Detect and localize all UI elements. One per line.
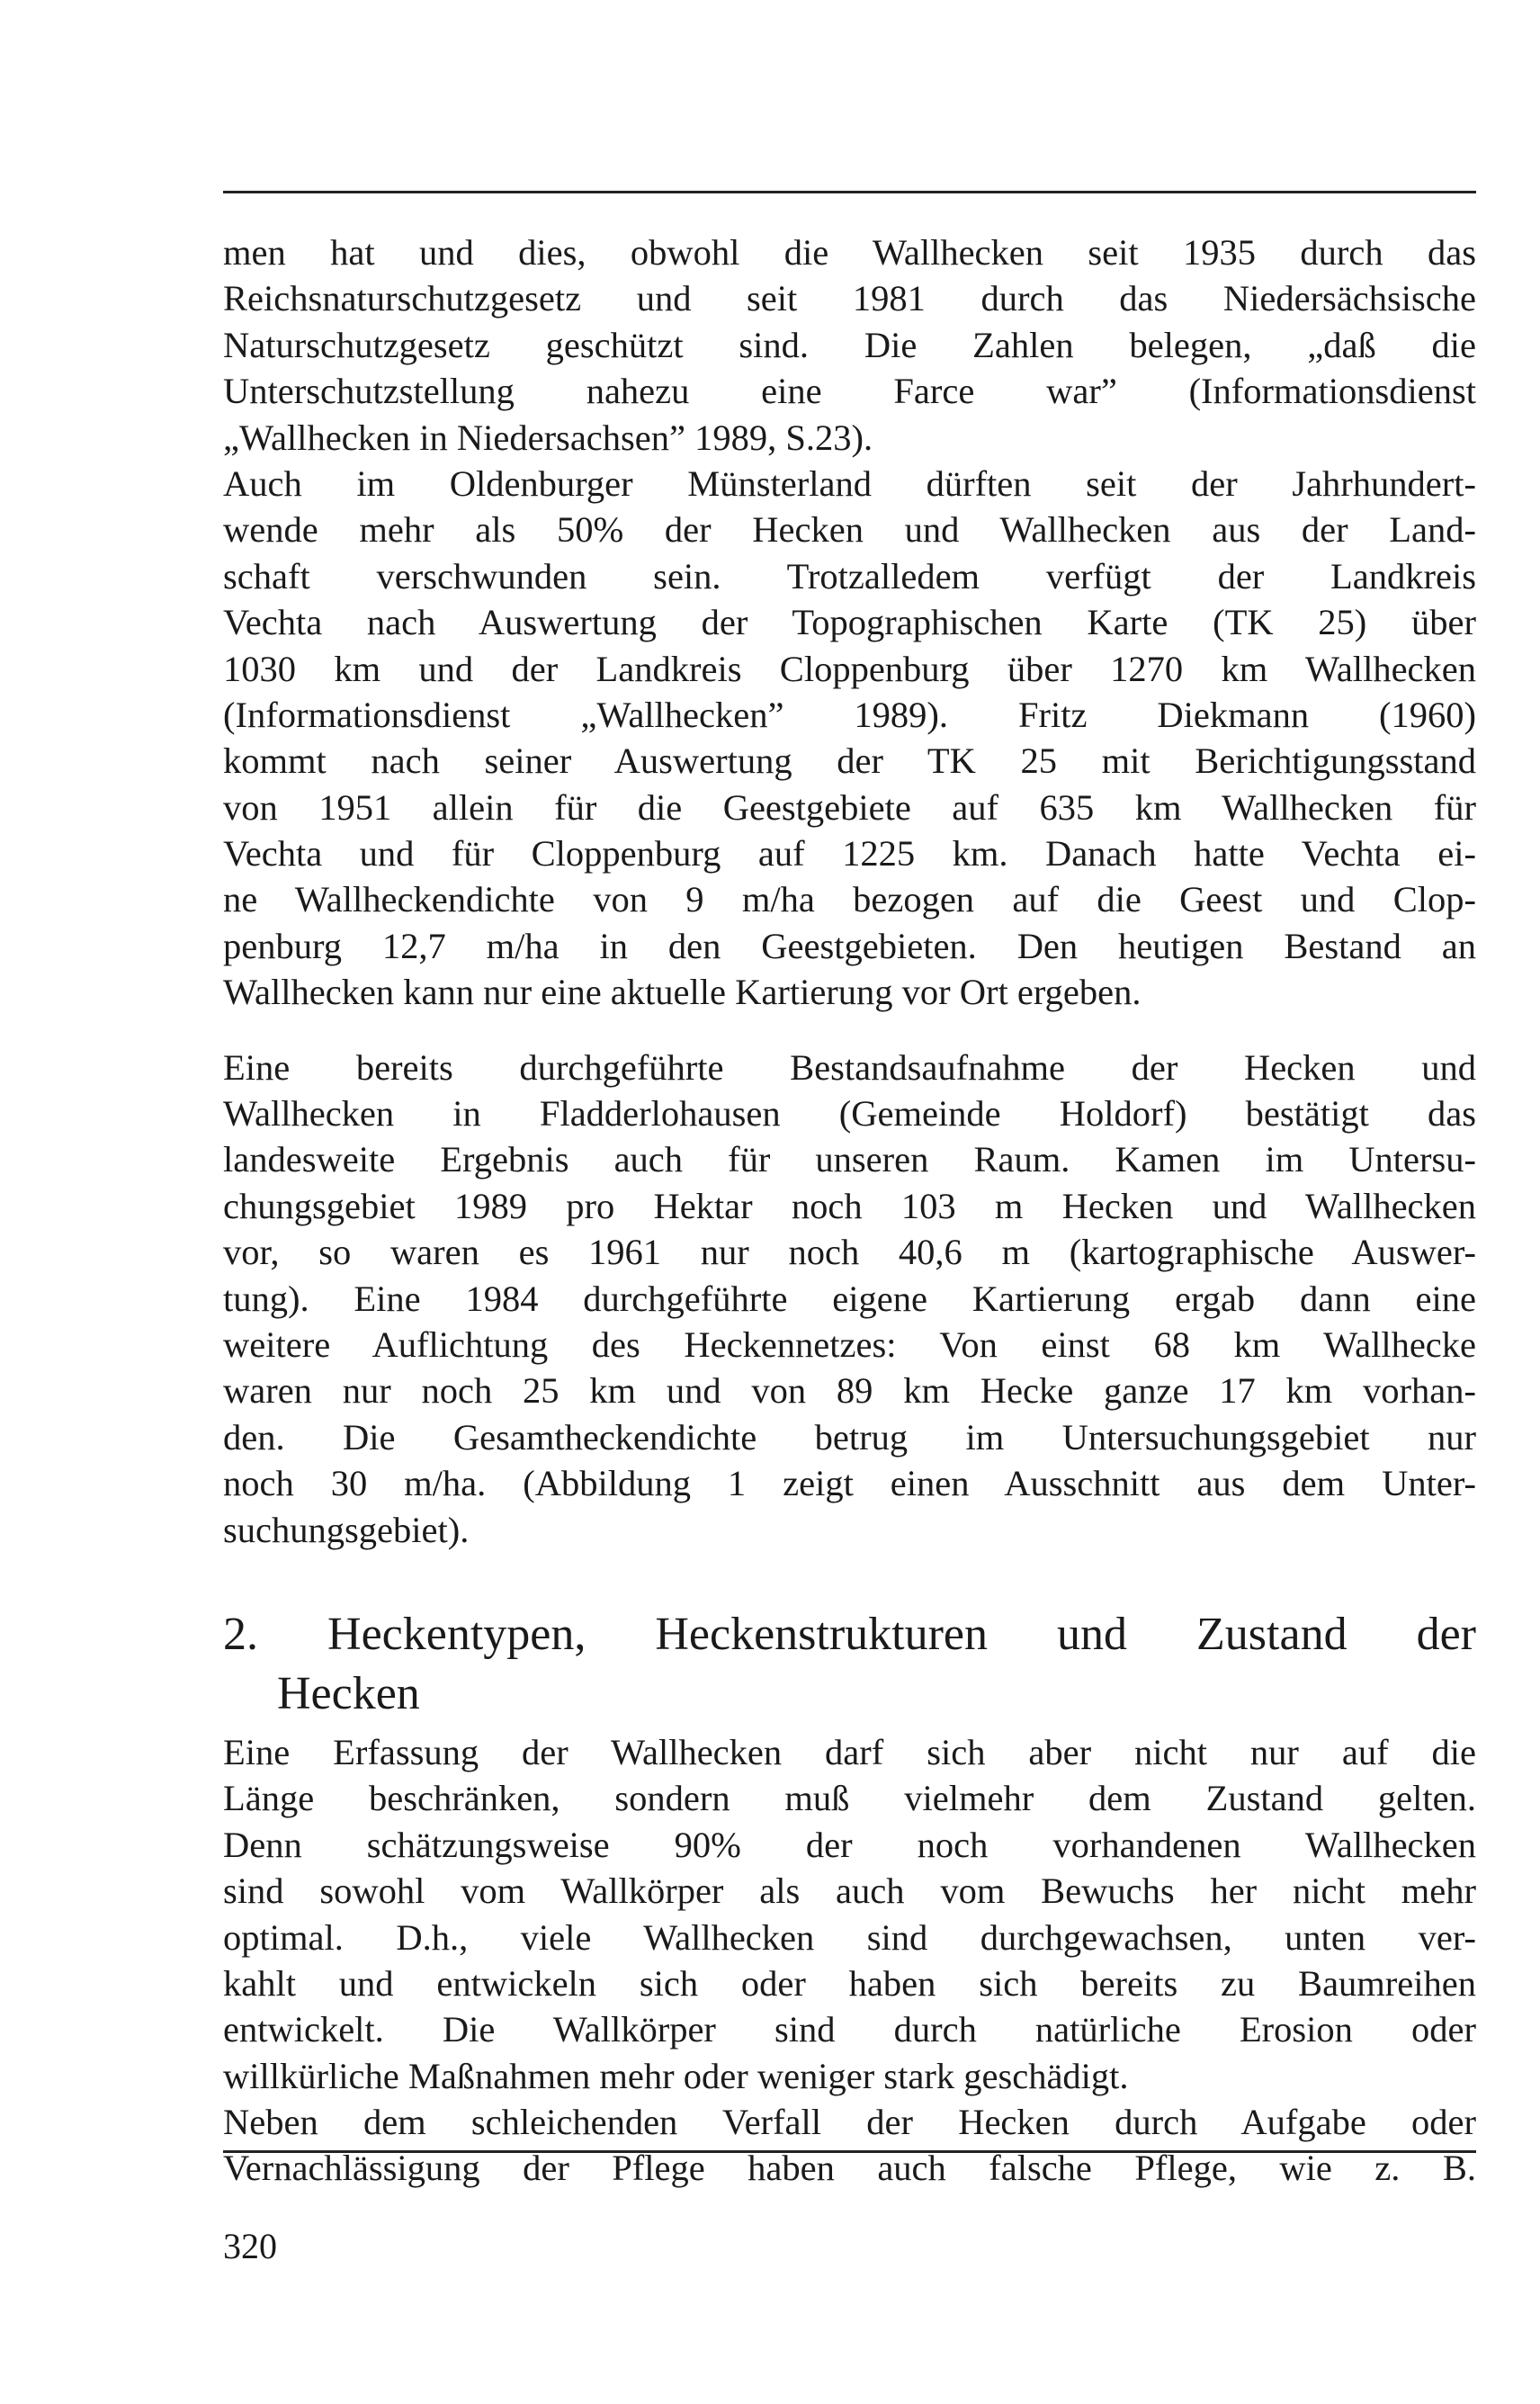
- text-line: tung). Eine 1984 durchgeführte eigene Kartierung ergab dann eine: [223, 1278, 1476, 1319]
- text-line: Vechta und für Cloppenburg auf 1225 km. Danach hatte Vechta ei-: [223, 833, 1476, 875]
- text-line: landesweite Ergebnis auch für unseren Raum. Kamen im Untersu-: [223, 1139, 1476, 1180]
- text-line: Auch im Oldenburger Münsterland dürften seit der Jahrhundert-: [223, 462, 1476, 504]
- paragraph-1: [223, 229, 1476, 461]
- text-line: Denn schätzungsweise 90% der noch vorhandenen Wallhecken: [223, 1824, 1476, 1865]
- footer-rule: [223, 2150, 1476, 2153]
- heading-line: 2. Heckentypen, Heckenstrukturen und Zustand der: [223, 1608, 1476, 1660]
- text-line: kommt nach seiner Auswertung der TK 25 mit Berichtigungsstand: [223, 740, 1476, 782]
- paragraph-3: [223, 1045, 1476, 1553]
- header-rule: [223, 191, 1476, 193]
- text-line: schaft verschwunden sein. Trotzalledem verfügt der Landkreis: [223, 555, 1476, 597]
- body-text: [223, 229, 1476, 2192]
- text-line: noch 30 m/ha. (Abbildung 1 zeigt einen Ausschnitt aus dem Unter-: [223, 1463, 1476, 1504]
- text-line: men hat und dies, obwohl die Wallhecken seit 1935 durch das: [223, 232, 1476, 273]
- paragraph-2: [223, 461, 1476, 1016]
- text-line: Wallhecken kann nur eine aktuelle Kartierung vor Ort ergeben.: [223, 972, 1142, 1013]
- text-line: 1030 km und der Landkreis Cloppenburg über 1270 km Wallhecken: [223, 648, 1476, 689]
- text-line: vor, so waren es 1961 nur noch 40,6 m (kartographische Auswer-: [223, 1232, 1476, 1273]
- text-line: Vechta nach Auswertung der Topographischen Karte (TK 25) über: [223, 602, 1476, 643]
- text-line: Länge beschränken, sondern muß vielmehr dem Zustand gelten.: [223, 1778, 1476, 1819]
- text-line: (Informationsdienst „Wallhecken” 1989). Fritz Diekmann (1960): [223, 694, 1476, 735]
- text-line: den. Die Gesamtheckendichte betrug im Untersuchungsgebiet nur: [223, 1416, 1476, 1458]
- text-line: Naturschutzgesetz geschützt sind. Die Zahlen belegen, „daß die: [223, 324, 1476, 365]
- text-line: Reichsnaturschutzgesetz und seit 1981 durch das Niedersächsische: [223, 278, 1476, 319]
- text-line: ne Wallheckendichte von 9 m/ha bezogen auf die Geest und Clop-: [223, 879, 1476, 920]
- paragraph-5: [223, 2099, 1476, 2192]
- paragraph-4: [223, 1729, 1476, 2099]
- heading-line: Hecken: [277, 1667, 420, 1719]
- text-line: kahlt und entwickeln sich oder haben sich bereits zu Baumreihen: [223, 1962, 1476, 2004]
- text-line: suchungsgebiet).: [223, 1509, 470, 1550]
- text-line: Wallhecken in Fladderlohausen (Gemeinde Holdorf) bestätigt das: [223, 1093, 1476, 1135]
- text-line: weitere Auflichtung des Heckennetzes: Von einst 68 km Wallhecke: [223, 1323, 1476, 1365]
- text-line: wende mehr als 50% der Hecken und Wallhecken aus der Land-: [223, 509, 1476, 551]
- text-line: Eine bereits durchgeführte Bestandsaufnahme der Hecken und: [223, 1046, 1476, 1088]
- text-line: Vernachlässigung der Pflege haben auch falsche Pflege, wie z. B.: [223, 2148, 1476, 2189]
- text-line: Neben dem schleichenden Verfall der Hecken durch Aufgabe oder: [223, 2102, 1476, 2143]
- text-line: „Wallhecken in Niedersachsen” 1989, S.23).: [223, 417, 873, 458]
- text-line: entwickelt. Die Wallkörper sind durch natürliche Erosion oder: [223, 2009, 1476, 2050]
- text-line: Eine Erfassung der Wallhecken darf sich aber nicht nur auf die: [223, 1731, 1476, 1772]
- text-line: waren nur noch 25 km und von 89 km Hecke ganze 17 km vorhan-: [223, 1370, 1476, 1412]
- section-heading: [223, 1605, 1476, 1724]
- text-line: optimal. D.h., viele Wallhecken sind durchgewachsen, unten ver-: [223, 1916, 1476, 1958]
- text-line: chungsgebiet 1989 pro Hektar noch 103 m Hecken und Wallhecken: [223, 1185, 1476, 1226]
- page-number: 320: [223, 2226, 277, 2266]
- text-line: Unterschutzstellung nahezu eine Farce war” (Informationsdienst: [223, 371, 1476, 412]
- paragraph-gap: [223, 1016, 1476, 1045]
- text-line: penburg 12,7 m/ha in den Geestgebieten. Den heutigen Bestand an: [223, 925, 1476, 966]
- text-line: von 1951 allein für die Geestgebiete auf 635 km Wallhecken für: [223, 786, 1476, 828]
- text-line: sind sowohl vom Wallkörper als auch vom Bewuchs her nicht mehr: [223, 1870, 1476, 1912]
- text-line: willkürliche Maßnahmen mehr oder weniger stark geschädigt.: [223, 2055, 1129, 2096]
